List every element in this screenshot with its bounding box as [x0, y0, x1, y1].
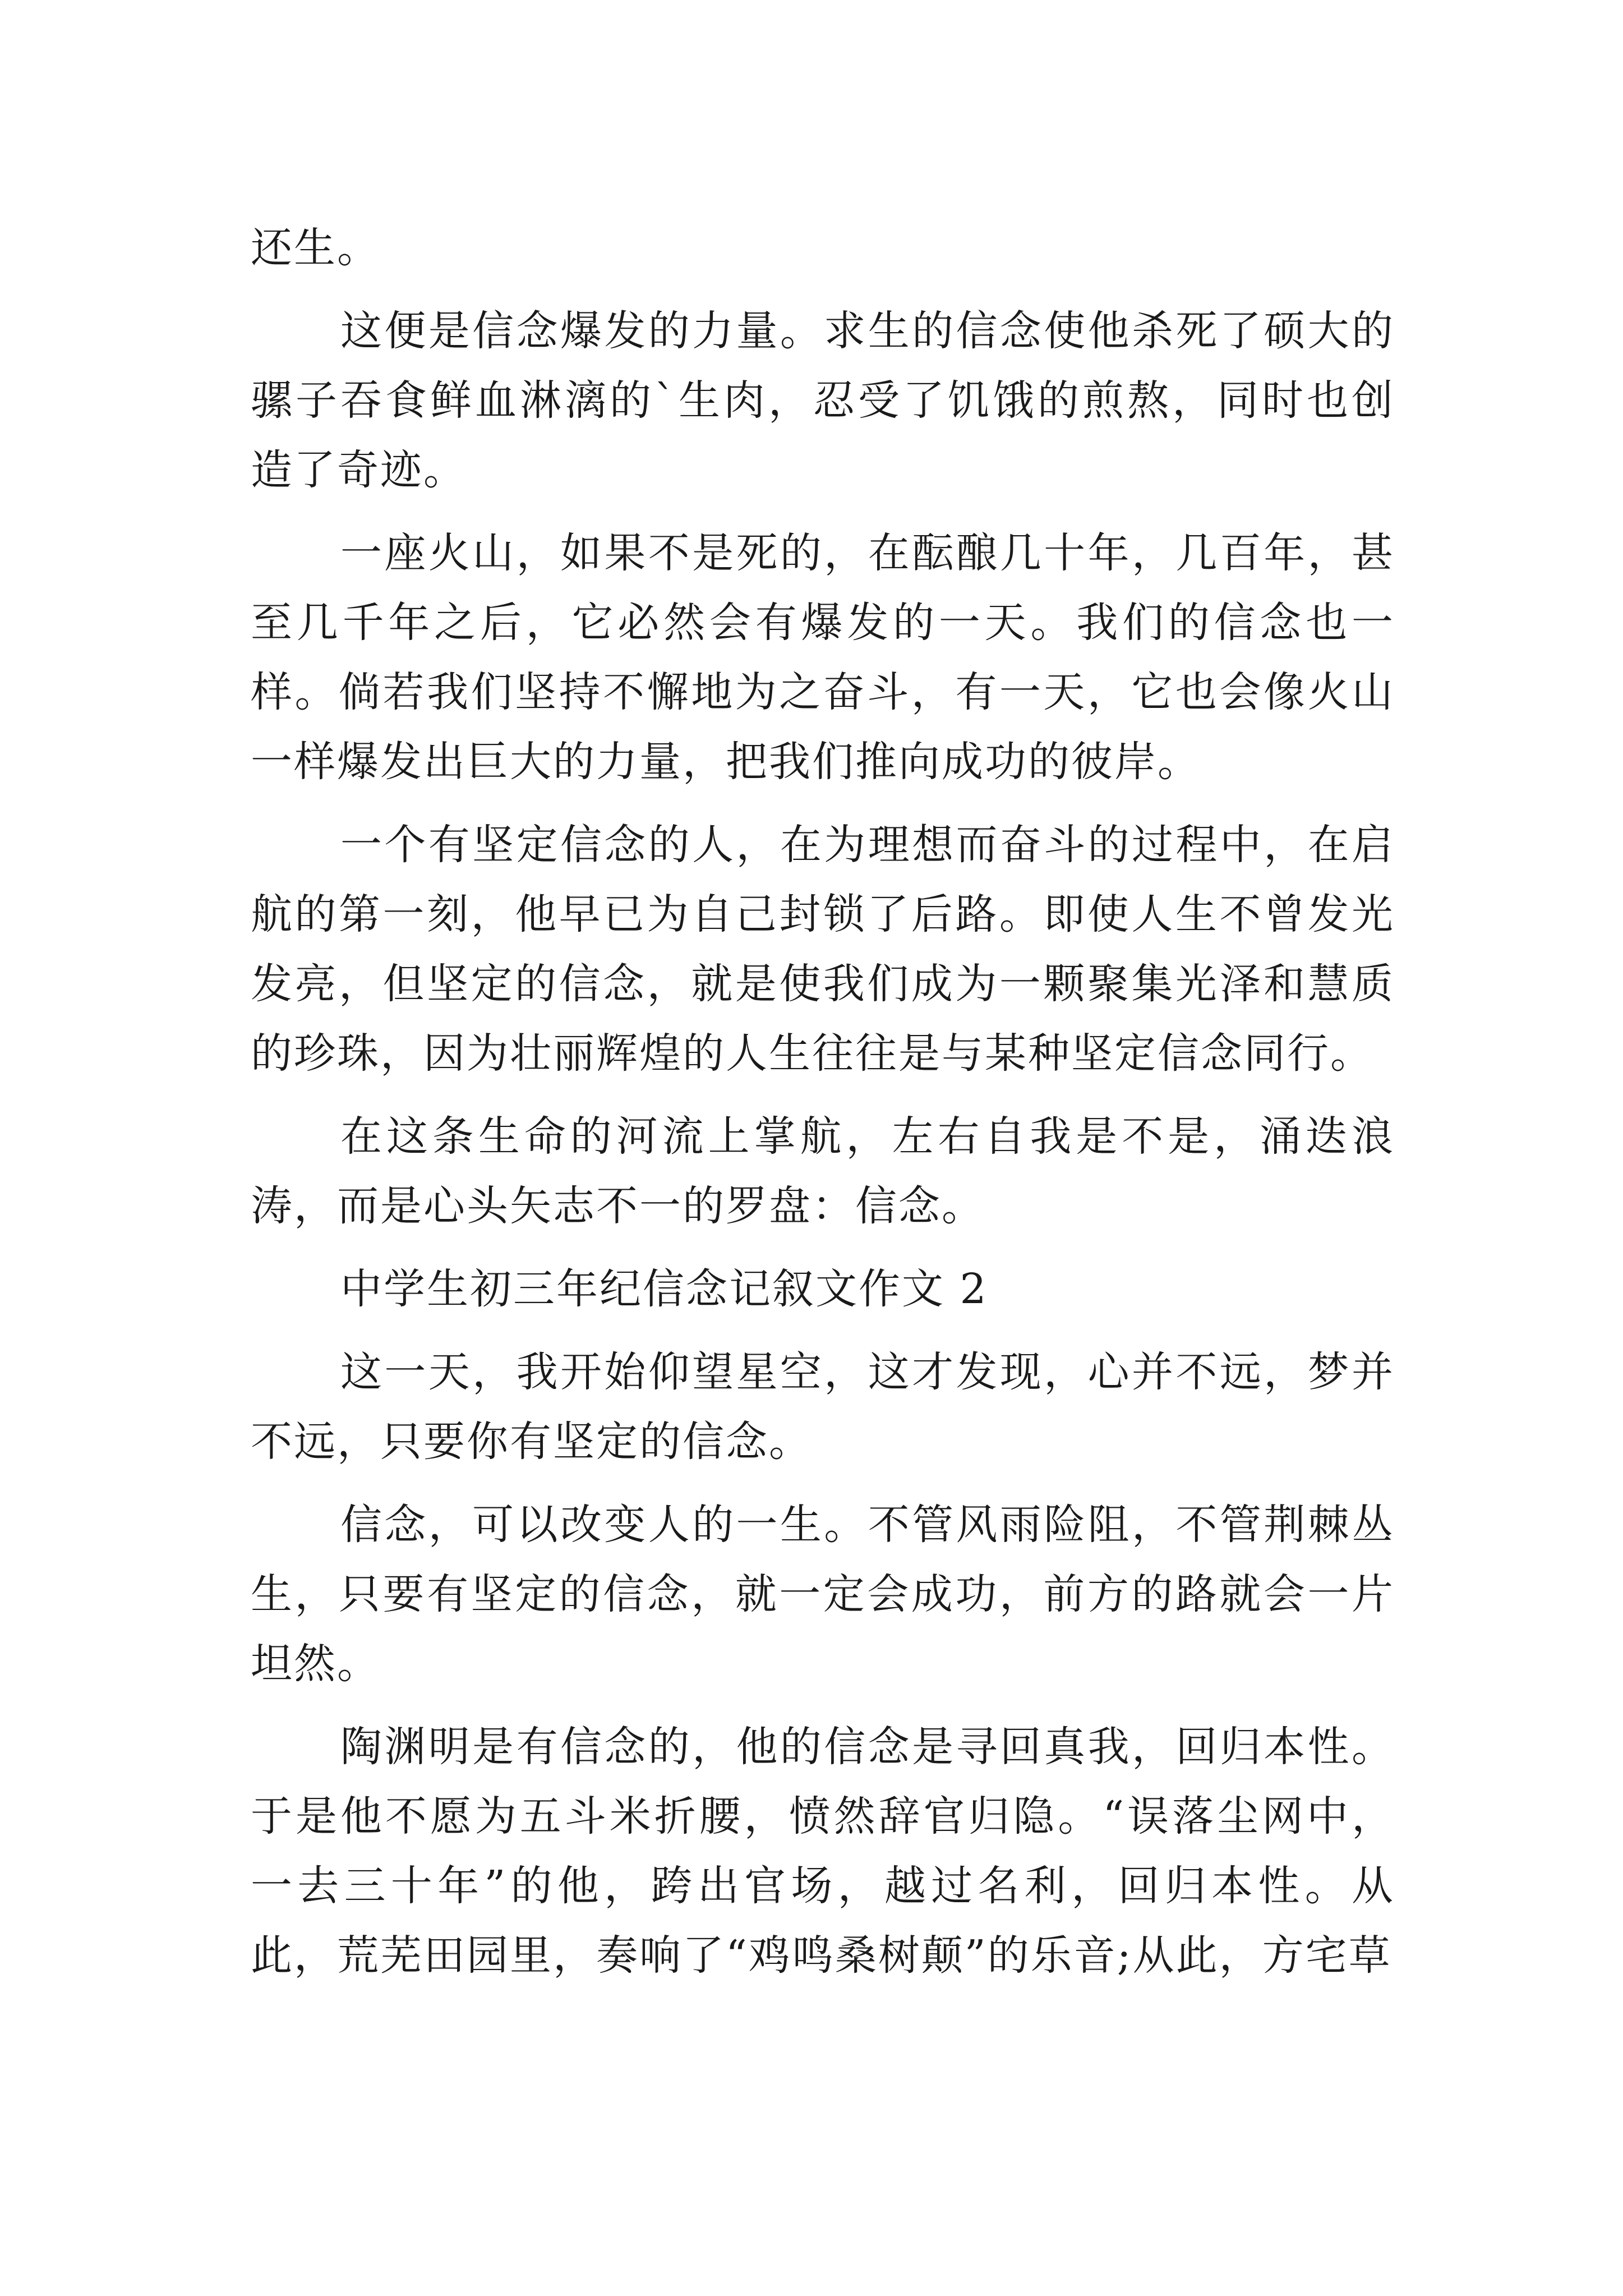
paragraph: 这一天，我开始仰望星空，这才发现，心并不远，梦并不远，只要你有坚定的信念。: [251, 1348, 1395, 1466]
paragraph: 信念，可以改变人的一生。不管风雨险阻，不管荆棘丛生，只要有坚定的信念，就一定会成功，前方的路就会一片坦然。: [251, 1501, 1395, 1688]
paragraph: 陶渊明是有信念的，他的信念是寻回真我，回归本性。于是他不愿为五斗米折腰，愤然辞官归隐。“误落尘网中，一去三十年”的他，跨出官场，越过名利，回归本性。从此，荒芜田园里，奏响了“鸡鸣桑树颠”的乐音;从此，方宅草: [251, 1723, 1395, 1980]
paragraph-continuation: 还生。: [251, 224, 380, 272]
paragraph: 在这条生命的河流上掌航，左右自我是不是，涌迭浪涛，而是心头矢志不一的罗盘：信念。: [251, 1112, 1395, 1230]
paragraph: 这便是信念爆发的力量。求生的信念使他杀死了硕大的骡子吞食鲜血淋漓的`生肉，忍受了饥饿的煎熬，同时也创造了奇迹。: [251, 307, 1395, 494]
paragraph: 一座火山，如果不是死的，在酝酿几十年，几百年，甚至几千年之后，它必然会有爆发的一天。我们的信念也一样。倘若我们坚持不懈地为之奋斗，有一天，它也会像火山一样爆发出巨大的力量，把我们推向成功的彼岸。: [251, 529, 1395, 786]
paragraph: 一个有坚定信念的人，在为理想而奋斗的过程中，在启航的第一刻，他早已为自己封锁了后路。即使人生不曾发光发亮，但坚定的信念，就是使我们成为一颗聚集光泽和慧质的珍珠，因为壮丽辉煌的人生往往是与某种坚定信念同行。: [251, 821, 1395, 1078]
section-heading: 中学生初三年纪信念记叙文作文 2: [340, 1265, 988, 1313]
document-body: [251, 213, 1395, 2004]
